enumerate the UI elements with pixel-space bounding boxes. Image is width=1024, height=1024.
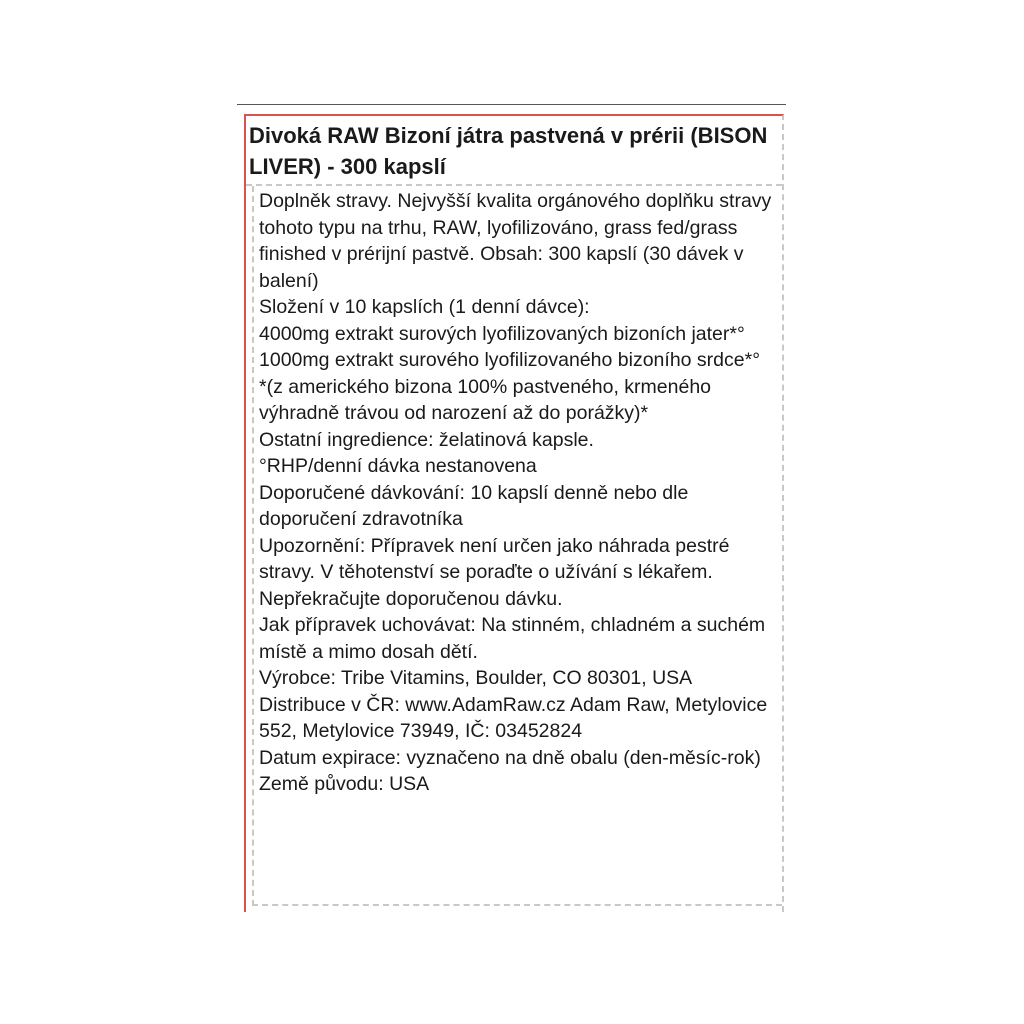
paragraph-distributor: Distribuce v ČR: www.AdamRaw.cz Adam Raw, Metylovice 552, Metylovice 73949, IČ: 03452824 (259, 693, 768, 742)
paragraph-rda-note: °RHP/denní dávka nestanovena (259, 455, 537, 477)
product-title: Divoká RAW Bizoní játra pastvená v prérii (BISON LIVER) - 300 kapslí (246, 116, 782, 186)
paragraph-other-ingredients: Ostatní ingredience: želatinová kapsle. (259, 428, 594, 451)
paragraph-warning: Upozornění: Přípravek není určen jako náhrada pestré stravy. V těhotenství se poraďte o užívání s lékařem. Nepřekračujte doporučenou dávku. (259, 534, 730, 610)
paragraph-dosage: Doporučené dávkování: 10 kapslí denně nebo dle doporučení zdravotníka (259, 481, 689, 530)
paragraph-liver-extract: 4000mg extrakt surových lyofilizovaných bizoních jater*° (259, 322, 745, 345)
paragraph-description: Doplněk stravy. Nejvyšší kvalita orgánového doplňku stravy tohoto typu na trhu, RAW, lyofilizováno, grass fed/grass finished v prérijní pastvě. Obsah: 300 kapslí (30 dávek v balení) (259, 190, 772, 292)
paragraph-composition-heading: Složení v 10 kapslích (1 denní dávce): (259, 296, 590, 318)
paragraph-heart-extract: 1000mg extrakt surového lyofilizovaného bizoního srdce*° (259, 349, 761, 371)
paragraph-manufacturer: Výrobce: Tribe Vitamins, Boulder, CO 80301, USA (259, 667, 693, 689)
top-divider (237, 104, 786, 105)
paragraph-origin: Země původu: USA (259, 773, 430, 795)
label-text (252, 186, 782, 906)
product-label (244, 114, 784, 912)
paragraph-source-note: *(z amerického bizona 100% pastveného, krmeného výhradně trávou od narození až do porážky)* (259, 375, 712, 424)
paragraph-storage: Jak přípravek uchovávat: Na stinném, chladném a suchém místě a mimo dosah dětí. (259, 614, 766, 663)
paragraph-expiration: Datum expirace: vyznačeno na dně obalu (den-měsíc-rok) (259, 746, 761, 769)
